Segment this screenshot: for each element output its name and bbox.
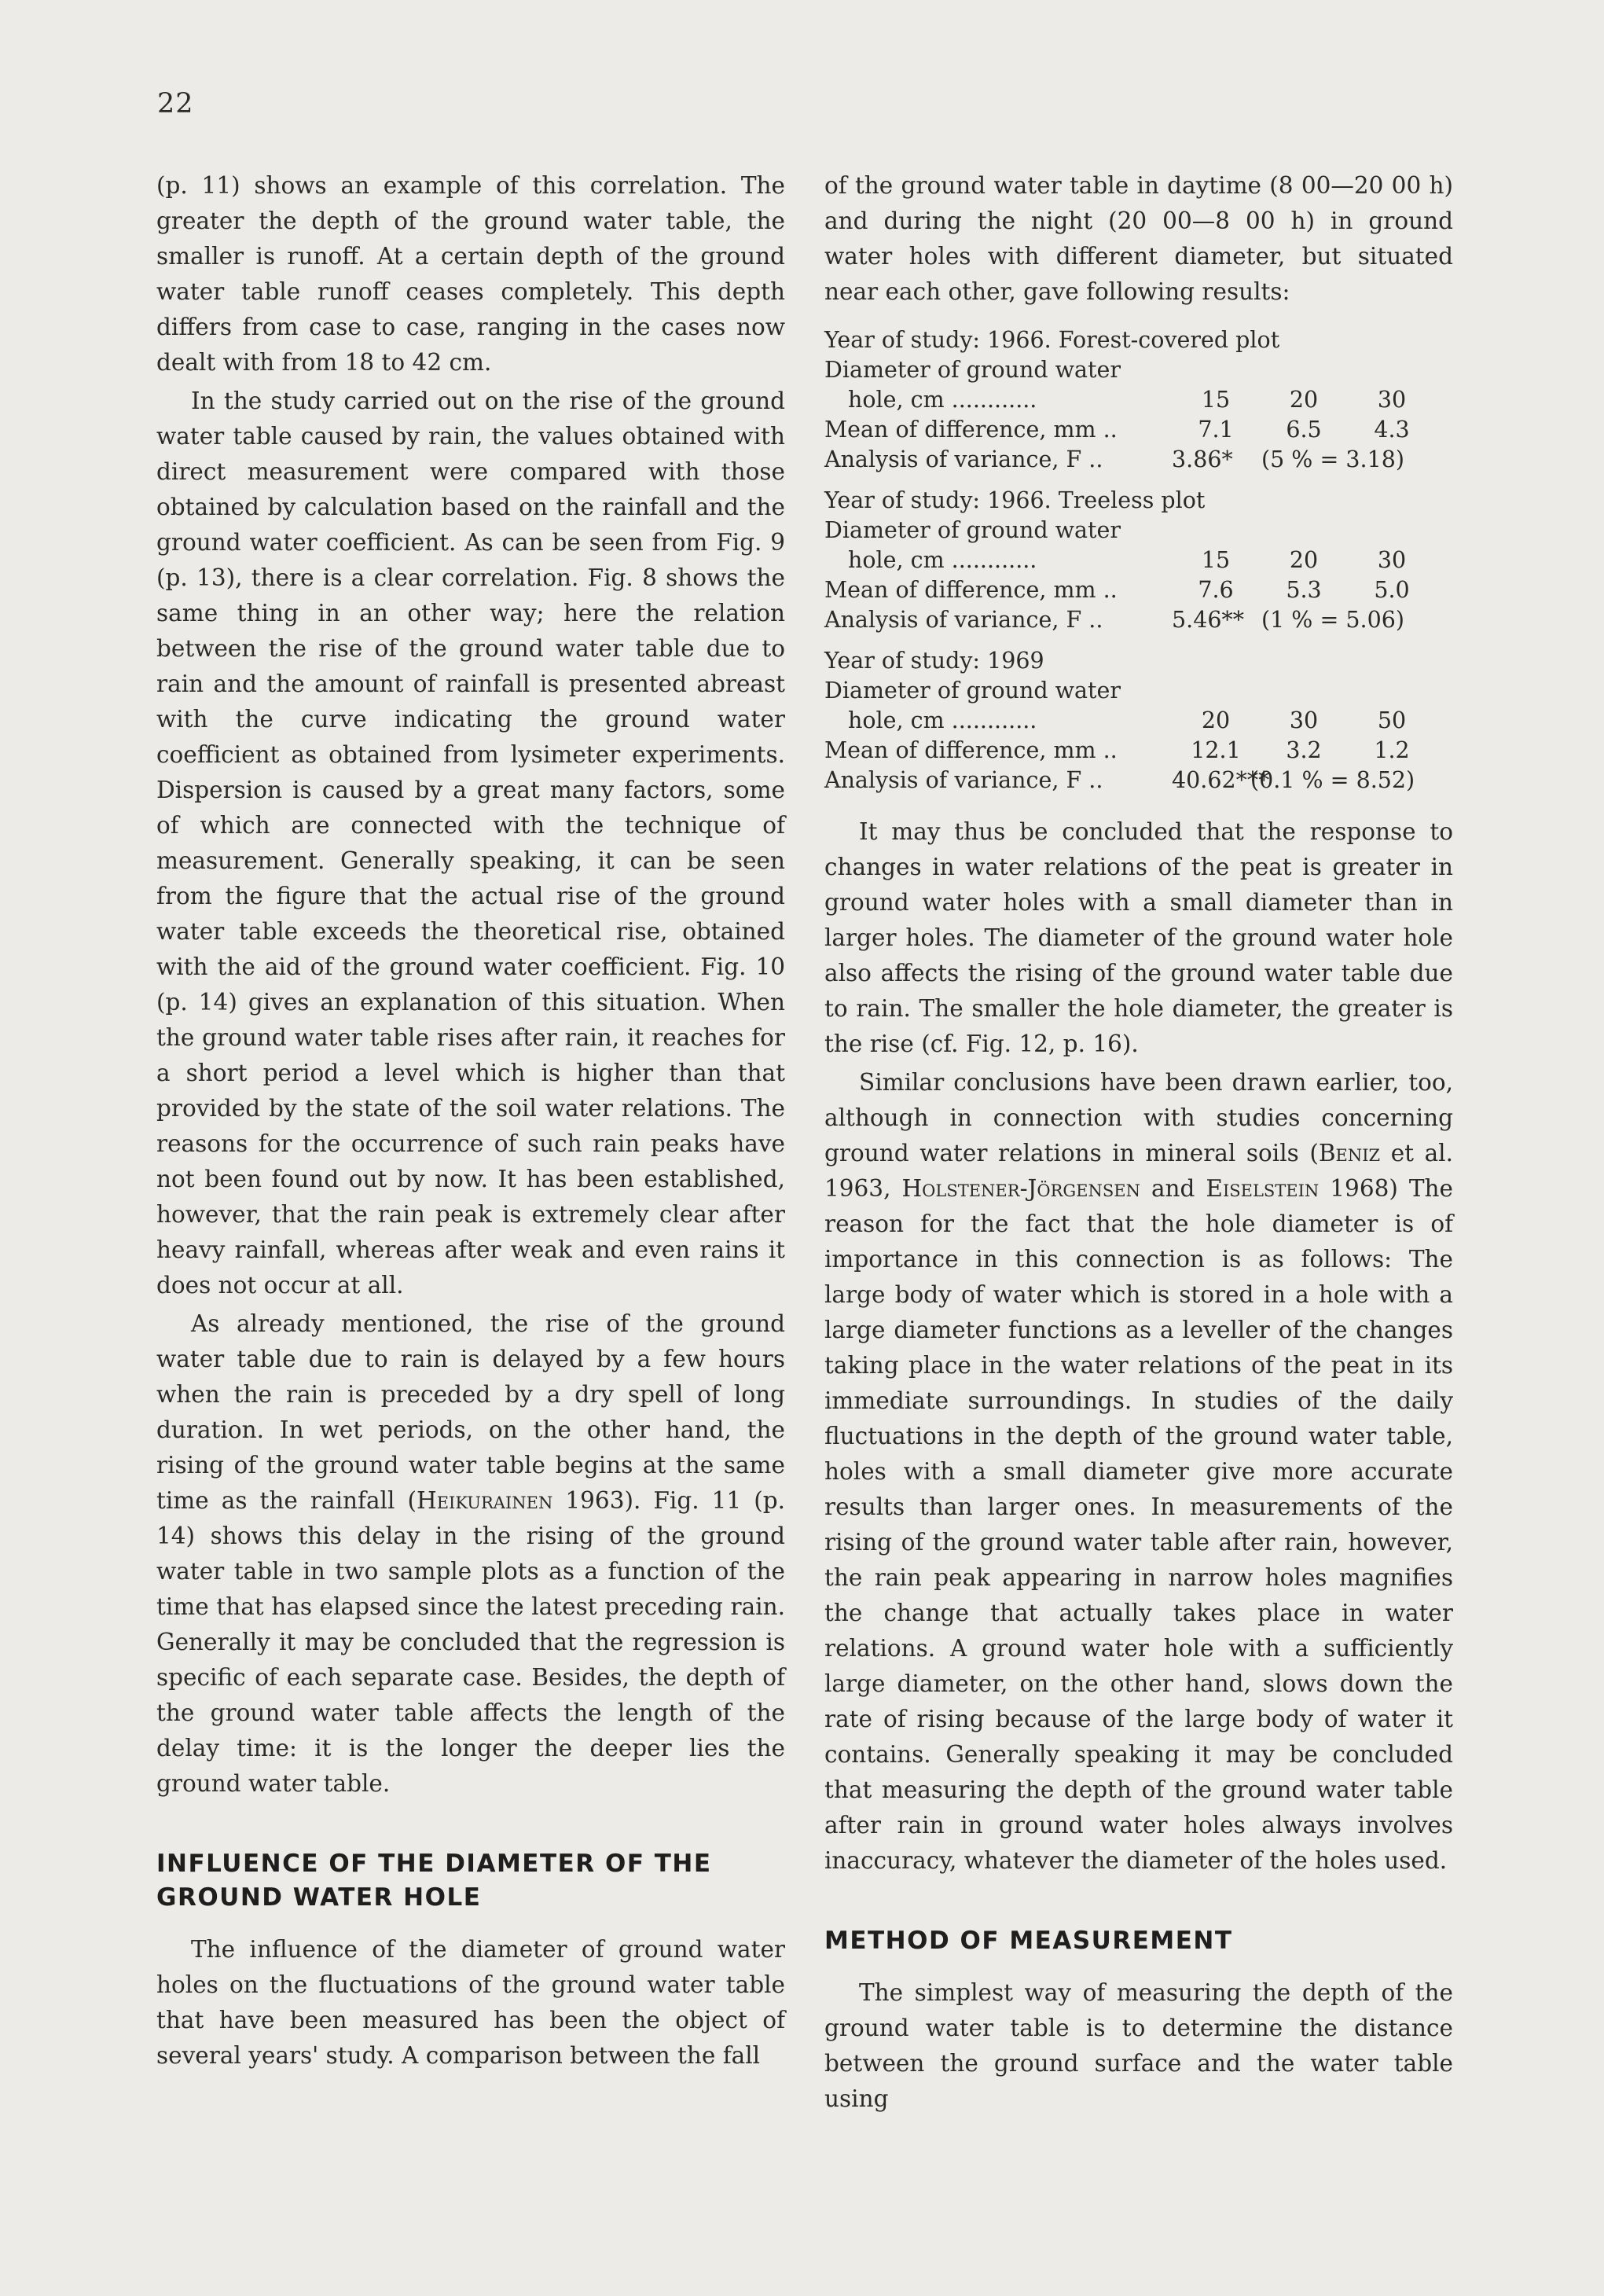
results-row	[824, 766, 1453, 795]
mean-label: Mean of difference, mm ..	[824, 737, 1118, 763]
table-cell: 3.2	[1286, 737, 1322, 763]
anova-label: Analysis of variance, F ..	[824, 607, 1103, 633]
results-year	[824, 486, 1453, 516]
text-run: Similar conclusions have been drawn earlier, too, although in connection with studies concerning ground water relations in mineral soils (	[824, 1069, 1453, 1166]
table-cell: 5.46**	[1172, 607, 1244, 633]
hole-label: hole, cm ............	[848, 707, 1037, 733]
results-group	[824, 646, 1453, 795]
table-cell: 3.86*	[1172, 446, 1233, 472]
results-group	[824, 486, 1453, 635]
mean-label: Mean of difference, mm ..	[824, 417, 1118, 443]
results-year	[824, 646, 1453, 676]
table-cell: 20	[1289, 387, 1319, 413]
table-cell: 5.0	[1374, 577, 1410, 603]
paragraph: In the study carried out on the rise of the ground water table caused by rain, the values obtained with direct measurement were compared with those obtained by calculation based on the rainfall and the ground water coefficient. As can be seen from Fig. 9 (p. 13), there is a clear correlation. Fig. 8 shows the same thing in an other way; here the relation between the rise of the ground water table due to rain and the amount of rainfall is presented abreast with the curve indicating the ground water coefficient as obtained from lysimeter experiments. Dispersion is caused by a great many factors, some of which are connected with the technique of measurement. Generally speaking, it can be seen from the figure that the actual rise of the ground water table exceeds the theoretical rise, obtained with the aid of the ground water coefficient. Fig. 10 (p. 14) gives an explanation of this situation. When the ground water table rises after rain, it reaches for a short period a level which is higher than that provided by the state of the soil water relations. The reasons for the occurrence of such rain peaks have not been found out by now. It has been established, however, that the rain peak is extremely clear after heavy rainfall, whereas after weak and even rains it does not occur at all.	[156, 388, 785, 1299]
table-cell: 7.1	[1198, 417, 1234, 443]
results-group	[824, 325, 1453, 475]
table-cell: 5.3	[1286, 577, 1322, 603]
paragraph: (p. 11) shows an example of this correlation. The greater the depth of the ground water table, the smaller is runoff. At a certain depth of the ground water table runoff ceases completely. This depth differs from case to case, ranging in the cases now dealt with from 18 to 42 cm.	[156, 172, 785, 376]
table-cell: (1 % = 5.06)	[1261, 607, 1404, 633]
author-name: Holstener-Jörgensen	[901, 1175, 1140, 1202]
diameter-label: Diameter of ground water	[824, 678, 1121, 703]
results-row	[824, 355, 1453, 385]
section-heading: INFLUENCE OF THE DIAMETER OF THE GROUND WATER HOLE	[156, 1850, 712, 1912]
hole-label: hole, cm ............	[848, 547, 1037, 573]
author-name: Eiselstein	[1206, 1175, 1320, 1202]
paragraph: The simplest way of measuring the depth of the ground water table is to determine the distance between the ground surface and the water table using	[824, 1979, 1453, 2112]
results-row	[824, 445, 1453, 475]
section-heading: METHOD OF MEASUREMENT	[824, 1927, 1233, 1955]
table-cell: 4.3	[1374, 417, 1410, 443]
table-cell: 15	[1201, 547, 1231, 573]
anova-label: Analysis of variance, F ..	[824, 767, 1103, 793]
results-row	[824, 706, 1453, 736]
results-row	[824, 546, 1453, 575]
diameter-label: Diameter of ground water	[824, 517, 1121, 543]
year-label: Year of study: 1969	[824, 648, 1044, 674]
results-row	[824, 575, 1453, 605]
table-cell: 40.62***	[1172, 767, 1270, 793]
paragraph	[824, 1065, 1453, 1879]
table-cell: 15	[1201, 387, 1231, 413]
results-table	[824, 325, 1453, 795]
text-run: et al. 1963,	[824, 1140, 1453, 1202]
paragraph: The influence of the diameter of ground water holes on the fluctuations of the ground water table that have been measured has been the object of several years' study. A comparison between the fall	[156, 1936, 785, 2069]
results-row	[824, 736, 1453, 766]
table-cell: 20	[1201, 707, 1231, 733]
table-cell: 12.1	[1191, 737, 1241, 763]
table-cell: 6.5	[1286, 417, 1322, 443]
table-cell: 30	[1289, 707, 1319, 733]
text-run: 1963). Fig. 11 (p. 14) shows this delay in the rising of the ground water table in two sample plots as a function of the time that has elapsed since the latest preceding rain. Generally it may be concluded that the regression is specific of each separate case. Besides, the depth of the ground water table affects the length of the delay time: it is the longer the deeper lies the ground water table.	[156, 1487, 785, 1797]
anova-label: Analysis of variance, F ..	[824, 446, 1103, 472]
paragraph: It may thus be concluded that the response to changes in water relations of the peat is greater in ground water holes with a small diameter than in larger holes. The diameter of the ground water hole also affects the rising of the ground water table due to rain. The smaller the hole diameter, the greater is the rise (cf. Fig. 12, p. 16).	[824, 818, 1453, 1057]
results-row	[824, 676, 1453, 706]
text-run: As already mentioned, the rise of the ground water table due to rain is delayed by a few hours when the rain is preceded by a dry spell of long duration. In wet periods, on the other hand, the rising of the ground water table begins at the same time as the rainfall (	[156, 1310, 785, 1514]
table-cell: 7.6	[1198, 577, 1234, 603]
page-number: 22	[157, 88, 194, 119]
table-cell: 50	[1377, 707, 1407, 733]
table-cell: 20	[1289, 547, 1319, 573]
results-row	[824, 516, 1453, 546]
right-column	[824, 168, 1453, 2117]
year-label: Year of study: 1966. Treeless plot	[824, 487, 1206, 513]
results-row	[824, 605, 1453, 635]
text-run: and	[1140, 1175, 1206, 1202]
text-run: 1968) The reason for the fact that the hole diameter is of importance in this connection is as follows: The large body of water which is stored in a hole with a large diameter functions as a leveller of the changes taking place in the water relations of the peat in its immediate surroundings. In studies of the daily fluctuations in the depth of the ground water table, holes with a small diameter give more accurate results than larger ones. In measurements of the rising of the ground water table after rain, however, the rain peak appearing in narrow holes magnifies the change that actually takes place in water relations. A ground water hole with a sufficiently large diameter, on the other hand, slows down the rate of rising because of the large body of water it contains. Generally speaking it may be concluded that measuring the depth of the ground water table after rain in ground water holes always involves inaccuracy, whatever the diameter of the holes used.	[824, 1175, 1453, 1874]
results-row	[824, 415, 1453, 445]
table-cell: (0.1 % = 8.52)	[1250, 767, 1415, 793]
paragraph	[156, 1306, 785, 1802]
author-name: Beniz	[1318, 1140, 1381, 1166]
diameter-label: Diameter of ground water	[824, 357, 1121, 383]
hole-label: hole, cm ............	[848, 387, 1037, 413]
results-year	[824, 325, 1453, 355]
results-row	[824, 385, 1453, 415]
table-cell: 30	[1377, 387, 1407, 413]
table-cell: (5 % = 3.18)	[1261, 446, 1404, 472]
author-name: Heikurainen	[417, 1487, 553, 1514]
table-cell: 30	[1377, 547, 1407, 573]
year-label: Year of study: 1966. Forest-covered plot	[824, 327, 1280, 353]
paragraph: of the ground water table in daytime (8 00—20 00 h) and during the night (20 00—8 00 h) in ground water holes with different diameter, but situated near each other, gave following results:	[824, 172, 1453, 305]
left-column	[156, 168, 785, 2074]
table-cell: 1.2	[1374, 737, 1410, 763]
mean-label: Mean of difference, mm ..	[824, 577, 1118, 603]
